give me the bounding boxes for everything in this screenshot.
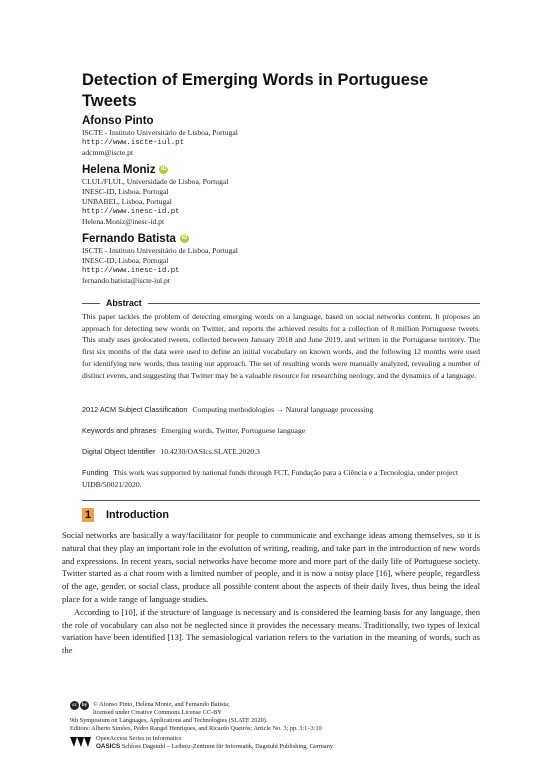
funding-value: This work was supported by national funds through FCT, Fundação para a Ciência e a Tecnologia, under project UIDB/50021/2020. xyxy=(82,468,458,489)
paper-title xyxy=(82,70,482,112)
paragraph: Social networks are basically a way/facilitator for people to communicate and exchange ideas among themselves, so it is natural that they play an important role in the evolution of writing, reading, and take part in the introduction of new words and expressions. In recent years, social networks have become more and more part of the daily life of Portuguese society. Twitter started as a chat room with a limited number of people, and it is now a noisy place [16], where people, regardless of the age, gender, or social class, produce all possible content about the aspects of their daily lives, thus being the ideal place for a wide range of language studies. xyxy=(62,530,480,604)
license-row xyxy=(70,701,490,717)
author-affiliation: ISCTE - Instituto Universitário de Lisboa, Portugal xyxy=(82,245,238,255)
conference-text: 9th Symposium on Languages, Applications and Technologies (SLATE 2020). xyxy=(70,717,268,724)
editors-text: Editors: Alberto Simões, Pedro Rangel Henriques, and Ricardo Queirós; Article No. 3; pp. 3:1–3:10 xyxy=(70,725,322,732)
author-url[interactable]: http://www.inesc-id.pt xyxy=(82,208,180,217)
body-text xyxy=(62,529,480,657)
author-affiliation: UNBABEL, Lisboa, Portugal xyxy=(82,197,172,207)
doi-value[interactable]: 10.4230/OASIcs.SLATE.2020.3 xyxy=(160,447,260,456)
copyright-text: © Afonso Pinto, Helena Moniz, and Fernando Batista; xyxy=(93,701,230,708)
acm-value: Computing methodologies → Natural language processing xyxy=(192,405,374,414)
author-affiliation: CLUL/FLUL, Universidade de Lisboa, Portugal xyxy=(82,176,229,186)
paragraph: According to [10], if the structure of language is necessary and is considered the learning basis for any language, then the role of vocabulary can also not be neglected since it provides the necessary means. Traditionally, two types of lexical variation have been identified [13]. The semasiological variation refers to the variation in the meaning of words, such as the xyxy=(62,606,480,656)
keywords-value: Emerging words, Twitter, Portuguese language xyxy=(161,426,306,435)
keywords-label: Keywords and phrases xyxy=(82,426,157,435)
orcid-icon[interactable]: iD xyxy=(160,166,167,173)
author-affiliation: INESC-ID, Lisboa, Portugal xyxy=(82,186,169,196)
title-line-1: Detection of Emerging Words in Portuguese xyxy=(82,71,429,89)
keywords xyxy=(82,425,480,437)
author-block xyxy=(82,232,482,287)
section-title: Introduction xyxy=(106,509,169,521)
author-list xyxy=(82,114,482,290)
section-divider xyxy=(82,500,480,501)
author-block xyxy=(82,114,482,159)
author-affiliation: INESC-ID, Lisboa, Portugal xyxy=(82,255,169,265)
abstract-rule-right xyxy=(148,303,480,304)
author-block xyxy=(82,163,482,228)
abstract-label: Abstract xyxy=(106,298,142,308)
publisher-row xyxy=(70,735,490,751)
oasics-logo-icon xyxy=(70,735,92,751)
section-number: 1 xyxy=(82,508,94,522)
series-text: OpenAccess Series in Informatics xyxy=(96,735,182,742)
author-affiliation: ISCTE - Instituto Universitário de Lisboa, Portugal xyxy=(82,128,238,137)
author-url[interactable]: http://www.inesc-id.pt xyxy=(82,267,180,276)
doi-label: Digital Object Identifier xyxy=(82,447,156,456)
abstract-text: This paper tackles the problem of detecting emerging words on a language, based on social networks content. It proposes an approach for detecting new words on Twitter, and reports the achieved results for a collection of 8 million Portuguese tweets. This study uses geolocated tweets, collected between January 2018 and June 2019, and written in the Portuguese territory. The first six months of the data were used to define an initial vocabulary on known words, and the following 12 months were used for identifying new words, thus testing our approach. The set of resulting words were manually analyzed, revealing a number of distinct events, and suggesting that Twitter may be a valuable resource for researching neology, and the dynamics of a language. xyxy=(82,312,480,380)
funding xyxy=(82,467,480,490)
license-text: licensed under Creative Commons License CC-BY xyxy=(93,709,222,716)
author-name: Helena Moniz iD xyxy=(82,163,167,176)
publisher-prefix: OASICS xyxy=(96,743,121,750)
orcid-icon[interactable]: iD xyxy=(181,235,188,242)
cc-license-icon: cc by xyxy=(70,701,89,710)
section-heading xyxy=(82,508,169,522)
author-email[interactable]: adcmm@iscte.pt xyxy=(82,148,134,158)
abstract-heading xyxy=(82,298,480,308)
author-name: Fernando Batista iD xyxy=(82,232,188,245)
author-url[interactable]: http://www.iscte-iul.pt xyxy=(82,139,185,148)
author-email[interactable]: Helena.Moniz@inesc-id.pt xyxy=(82,217,165,227)
funding-label: Funding xyxy=(82,468,109,477)
publisher-text: Schloss Dagstuhl – Leibniz-Zentrum für Informatik, Dagstuhl Publishing, Germany xyxy=(121,743,333,750)
title-line-2: Tweets xyxy=(82,92,137,110)
page-footer xyxy=(70,701,490,751)
abstract-rule-left xyxy=(82,303,100,304)
acm-classification xyxy=(82,404,480,416)
author-email[interactable]: fernando.batista@iscte-iul.pt xyxy=(82,276,170,286)
acm-label: 2012 ACM Subject Classification xyxy=(82,405,188,414)
author-name: Afonso Pinto xyxy=(82,115,154,127)
doi xyxy=(82,446,480,458)
